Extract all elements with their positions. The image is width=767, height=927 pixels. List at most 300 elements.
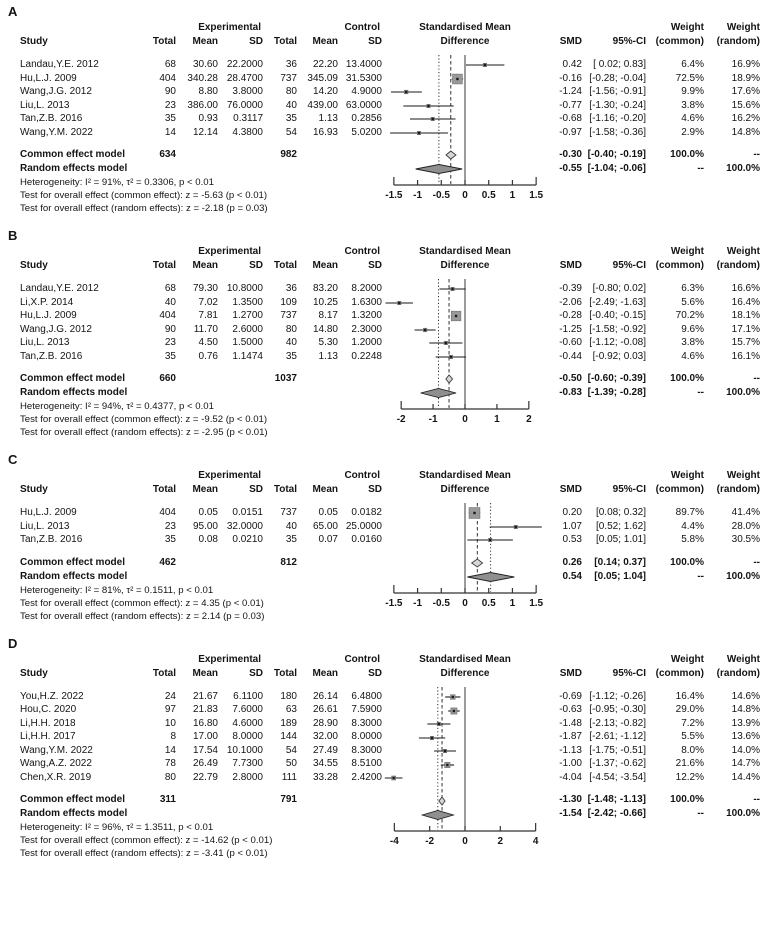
model-weight-common: --: [697, 808, 704, 819]
weight-common-value: 21.6%: [675, 758, 704, 769]
svg-text:0.5: 0.5: [481, 598, 496, 609]
forest-plot-cell: [382, 730, 548, 744]
experimental-total: 10: [164, 717, 176, 729]
svg-text:0: 0: [462, 414, 468, 425]
study-row: [0, 112, 767, 126]
experimental-sd: 28.4700: [226, 72, 263, 84]
study-row: [0, 533, 767, 547]
experimental-mean: 17.00: [192, 731, 218, 742]
weight-random-value: 15.6%: [731, 99, 760, 111]
forest-plot-cell: [382, 506, 548, 520]
control-sd: 0.0182: [351, 507, 382, 518]
weight-random-value: 30.5%: [731, 534, 760, 545]
svg-text:1.5: 1.5: [529, 598, 544, 609]
exp-total-header: Total: [152, 36, 176, 47]
common-effect-model-row: [0, 793, 767, 807]
column-header-row: [0, 35, 767, 49]
experimental-sd: 1.5000: [232, 337, 263, 348]
experimental-sd: 3.8000: [232, 86, 263, 97]
weight-random-value: 17.6%: [731, 86, 760, 97]
exp-sd-header: SD: [249, 36, 263, 47]
weight-header-1: Weight: [670, 246, 704, 257]
model-confidence-interval: [-2.42; -0.66]: [587, 808, 646, 819]
smd-header: SMD: [559, 667, 582, 679]
ctrl-mean-header: Mean: [312, 36, 338, 47]
weight-random-value: 14.4%: [731, 771, 760, 783]
study-name: Liu,L. 2013: [20, 99, 70, 111]
control-total: 80: [285, 86, 297, 97]
forest-panel-a: [0, 4, 767, 215]
svg-text:-1: -1: [413, 190, 423, 201]
experimental-mean: 0.05: [198, 507, 218, 518]
study-name: Wang,A.Z. 2022: [20, 758, 92, 769]
experimental-sd: 76.0000: [226, 99, 263, 111]
control-sd: 6.4800: [351, 690, 382, 702]
study-name: Tan,Z.B. 2016: [20, 534, 83, 545]
model-confidence-interval: [-1.48; -1.13]: [587, 794, 646, 805]
smd-value: -0.69: [559, 690, 582, 702]
weight-random-value: 18.1%: [731, 310, 760, 321]
model-weight-random: 100.0%: [726, 387, 760, 398]
test-common-note: Test for overall effect (common effect): z = -5.63 (p < 0.01): [20, 190, 268, 201]
control-sd: 8.2000: [351, 283, 382, 294]
confidence-interval: [-1.58; -0.92]: [589, 323, 646, 335]
weight-common-value: 89.7%: [675, 507, 704, 518]
model-weight-random: --: [753, 149, 760, 160]
model-control-total: 812: [280, 556, 297, 568]
study-row: [0, 771, 767, 785]
confidence-interval: [-1.56; -0.91]: [589, 86, 646, 97]
study-header: Study: [20, 36, 48, 47]
model-weight-random: 100.0%: [726, 570, 760, 582]
study-rows: [0, 282, 767, 363]
forest-plot-cell: [382, 126, 548, 140]
control-sd: 1.6300: [351, 296, 382, 308]
heterogeneity-note: Heterogeneity: I² = 81%, τ² = 0.1511, p < 0.01: [20, 584, 214, 596]
control-sd: 4.9000: [351, 86, 382, 97]
study-name: Landau,Y.E. 2012: [20, 283, 99, 294]
model-weight-common: --: [697, 387, 704, 398]
weight-common-value: 5.5%: [681, 731, 704, 742]
model-weight-common: 100.0%: [670, 794, 704, 805]
confidence-interval: [-1.58; -0.36]: [589, 126, 646, 138]
experimental-sd: 1.2700: [232, 310, 263, 321]
smd-value: -1.13: [559, 744, 582, 756]
model-weight-random: 100.0%: [726, 808, 760, 819]
smd-value: -0.63: [559, 704, 582, 715]
control-mean: 32.00: [312, 731, 338, 742]
experimental-mean: 26.49: [192, 758, 218, 769]
weight-common-value: 3.8%: [681, 337, 704, 348]
control-sd: 0.2248: [351, 350, 382, 362]
svg-text:-4: -4: [389, 835, 399, 847]
control-mean: 0.05: [318, 507, 338, 518]
forest-plot-cell: [382, 556, 548, 570]
model-confidence-interval: [-1.04; -0.06]: [587, 163, 646, 174]
exp-total-header: Total: [152, 667, 176, 679]
control-sd: 0.0160: [351, 534, 382, 545]
experimental-mean: 30.60: [192, 59, 218, 70]
smd-value: -0.68: [559, 113, 582, 124]
study-rows: [0, 58, 767, 139]
model-control-total: [263, 386, 297, 400]
svg-text:1.5: 1.5: [529, 190, 544, 201]
weight-common-value: 4.6%: [681, 350, 704, 362]
smd-value: -0.60: [559, 337, 582, 348]
svg-text:-1.5: -1.5: [385, 190, 403, 201]
smd-value: 0.53: [562, 534, 582, 545]
common-effect-model-row: [0, 148, 767, 162]
weight-random-value: 17.1%: [731, 323, 760, 335]
experimental-mean: 17.54: [192, 744, 218, 756]
experimental-total: 40: [164, 296, 176, 308]
study-row: [0, 72, 767, 86]
control-total: 50: [285, 758, 297, 769]
experimental-total: 90: [164, 86, 176, 97]
control-group-header: Control: [344, 246, 380, 257]
experimental-mean: 79.30: [192, 283, 218, 294]
experimental-total: 404: [159, 310, 176, 321]
panel-label: D: [8, 635, 18, 651]
forest-plot-cell: [382, 85, 548, 99]
model-rows: [0, 148, 767, 176]
confidence-interval: [-1.12; -0.26]: [589, 690, 646, 702]
control-mean: 33.28: [312, 771, 338, 783]
model-smd-value: 0.26: [562, 556, 582, 568]
confidence-interval: [-1.16; -0.20]: [589, 113, 646, 124]
experimental-sd: 10.8000: [226, 283, 263, 294]
confidence-interval: [-0.40; -0.15]: [589, 310, 646, 321]
control-sd: 0.2856: [351, 113, 382, 124]
model-label: Random effects model: [20, 570, 128, 582]
model-rows: [0, 556, 767, 584]
experimental-total: 68: [164, 283, 176, 294]
control-mean: 10.25: [312, 296, 338, 308]
forest-plot-cell: [382, 520, 548, 534]
smd-value: -1.00: [559, 758, 582, 769]
forest-plot-cell: [382, 296, 548, 310]
exp-mean-header: Mean: [192, 36, 218, 47]
model-control-total: 982: [280, 149, 297, 160]
experimental-mean: 12.14: [192, 126, 218, 138]
model-label: Random effects model: [20, 387, 128, 398]
svg-text:-1: -1: [413, 598, 423, 609]
ctrl-total-header: Total: [273, 260, 297, 271]
weight-common-value: 4.4%: [681, 520, 704, 532]
plot-title-line1: Standardised Mean: [419, 246, 511, 257]
experimental-sd: 0.3117: [233, 113, 263, 124]
exp-mean-header: Mean: [192, 260, 218, 271]
smd-value: -2.06: [559, 296, 582, 308]
study-row: [0, 744, 767, 758]
model-experimental-total: 660: [159, 373, 176, 384]
study-row: [0, 85, 767, 99]
control-mean: 16.93: [312, 126, 338, 138]
weight-random-header: (random): [716, 36, 760, 47]
test-random-note: Test for overall effect (random effects): z = -2.95 (p < 0.01): [20, 427, 268, 438]
study-header: Study: [20, 484, 48, 495]
heterogeneity-note: Heterogeneity: I² = 96%, τ² = 1.3511, p < 0.01: [20, 822, 214, 833]
heterogeneity-note: Heterogeneity: I² = 94%, τ² = 0.4377, p < 0.01: [20, 401, 214, 412]
model-weight-common: 100.0%: [670, 556, 704, 568]
experimental-total: 8: [170, 731, 176, 742]
study-row: [0, 717, 767, 731]
smd-value: -0.39: [559, 283, 582, 294]
weight-common-value: 4.6%: [681, 113, 704, 124]
ctrl-sd-header: SD: [368, 484, 382, 495]
study-row: [0, 520, 767, 534]
control-total: 63: [285, 704, 297, 715]
confidence-interval: [0.08; 0.32]: [595, 507, 646, 518]
experimental-mean: 0.08: [198, 534, 218, 545]
weight-random-value: 14.8%: [731, 126, 760, 138]
plot-title-line1: Standardised Mean: [419, 653, 511, 665]
weight-random-value: 16.4%: [731, 296, 760, 308]
experimental-sd: 1.3500: [232, 296, 263, 308]
random-effect-model-row: [0, 162, 767, 176]
confidence-interval: [-1.30; -0.24]: [589, 99, 646, 111]
study-row: [0, 350, 767, 364]
svg-text:1: 1: [509, 190, 516, 201]
study-row: [0, 730, 767, 744]
column-header-row: [0, 667, 767, 681]
weight-random-header: (random): [716, 484, 760, 495]
control-total: 36: [285, 283, 297, 294]
control-total: 737: [280, 72, 297, 84]
group-header-row: [0, 245, 767, 259]
forest-plot-cell: [382, 112, 548, 126]
experimental-mean: 7.02: [198, 296, 218, 308]
model-label: Common effect model: [20, 373, 126, 384]
model-smd-value: -1.54: [559, 808, 582, 819]
weight-header-2: Weight: [726, 246, 760, 257]
model-weight-common: --: [697, 570, 704, 582]
smd-value: 0.42: [562, 59, 582, 70]
experimental-group-header: Experimental: [198, 653, 261, 665]
forest-plot-cell: [382, 372, 548, 386]
forest-plot-cell: [382, 717, 548, 731]
svg-text:-0.5: -0.5: [432, 190, 450, 201]
weight-common-value: 9.9%: [681, 86, 704, 97]
control-sd: 25.0000: [345, 520, 382, 532]
svg-text:-2: -2: [425, 835, 435, 847]
model-experimental-total: [145, 386, 176, 400]
study-name: Chen,X.R. 2019: [20, 771, 92, 783]
model-experimental-total: 462: [159, 556, 176, 568]
study-row: [0, 309, 767, 323]
experimental-group-header: Experimental: [198, 246, 261, 257]
control-sd: 31.5300: [345, 72, 382, 84]
weight-common-header: (common): [655, 667, 704, 679]
study-row: [0, 296, 767, 310]
model-control-total: [263, 807, 297, 821]
svg-text:0: 0: [462, 835, 468, 847]
experimental-mean: 0.93: [198, 113, 218, 124]
model-control-total: 1037: [274, 373, 297, 384]
control-total: 35: [285, 534, 297, 545]
model-confidence-interval: [-1.39; -0.28]: [587, 387, 646, 398]
forest-plot-cell: [382, 771, 548, 785]
model-smd-value: -1.30: [559, 794, 582, 805]
confidence-interval: [0.52; 1.62]: [595, 520, 646, 532]
confidence-interval: [-2.49; -1.63]: [589, 296, 646, 308]
experimental-total: 35: [164, 350, 176, 362]
model-weight-common: --: [697, 163, 704, 174]
exp-sd-header: SD: [249, 667, 263, 679]
panel-label: A: [8, 4, 18, 19]
control-sd: 13.4000: [345, 59, 382, 70]
ci-header: 95%-CI: [612, 260, 646, 271]
panel-label: B: [8, 228, 18, 243]
ctrl-mean-header: Mean: [312, 667, 338, 679]
control-sd: 1.2000: [351, 337, 382, 348]
ci-header: 95%-CI: [612, 36, 646, 47]
confidence-interval: [-1.75; -0.51]: [589, 744, 646, 756]
weight-random-value: 28.0%: [731, 520, 760, 532]
model-weight-random: --: [753, 373, 760, 384]
weight-random-value: 16.9%: [731, 59, 760, 70]
control-total: 35: [285, 350, 297, 362]
column-header-row: [0, 483, 767, 497]
experimental-total: 90: [164, 323, 176, 335]
weight-common-value: 6.4%: [681, 59, 704, 70]
control-mean: 14.20: [312, 86, 338, 97]
study-header: Study: [20, 667, 48, 679]
control-sd: 8.3000: [351, 717, 382, 729]
experimental-sd: 4.3800: [232, 126, 263, 138]
experimental-sd: 22.2000: [226, 59, 263, 70]
forest-plot-cell: [382, 744, 548, 758]
control-group-header: Control: [344, 470, 380, 481]
forest-plot-cell: [382, 350, 548, 364]
experimental-mean: 16.80: [192, 717, 218, 729]
experimental-total: 404: [159, 72, 176, 84]
model-label: Common effect model: [20, 794, 126, 805]
study-name: Tan,Z.B. 2016: [20, 350, 83, 362]
model-weight-random: --: [753, 556, 760, 568]
weight-random-value: 16.2%: [731, 113, 760, 124]
weight-common-value: 2.9%: [681, 126, 704, 138]
experimental-mean: 22.79: [192, 771, 218, 783]
experimental-total: 23: [164, 337, 176, 348]
random-effect-model-row: [0, 570, 767, 584]
confidence-interval: [-0.28; -0.04]: [589, 72, 646, 84]
common-effect-model-row: [0, 372, 767, 386]
study-name: Li,H.H. 2018: [20, 717, 76, 729]
heterogeneity-note: Heterogeneity: I² = 91%, τ² = 0.3306, p < 0.01: [20, 177, 214, 188]
model-experimental-total: [145, 162, 176, 176]
weight-header-1: Weight: [670, 653, 704, 665]
forest-plot-cell: [382, 99, 548, 113]
confidence-interval: [0.05; 1.01]: [595, 534, 646, 545]
study-name: Wang,Y.M. 2022: [20, 126, 93, 138]
experimental-total: 23: [164, 99, 176, 111]
weight-common-value: 70.2%: [675, 310, 704, 321]
test-random-note: Test for overall effect (random effects): z = -2.18 (p = 0.03): [20, 203, 268, 214]
test-random-note: Test for overall effect (random effects): z = -3.41 (p < 0.01): [20, 848, 268, 859]
study-rows: [0, 506, 767, 547]
confidence-interval: [-0.95; -0.30]: [589, 704, 646, 715]
control-mean: 83.20: [312, 283, 338, 294]
control-sd: 2.4200: [351, 771, 382, 783]
svg-text:2: 2: [497, 835, 504, 847]
weight-common-value: 8.0%: [681, 744, 704, 756]
control-sd: 2.3000: [351, 323, 382, 335]
weight-header-1: Weight: [670, 22, 704, 33]
experimental-mean: 386.00: [187, 99, 218, 111]
control-mean: 345.09: [307, 72, 338, 84]
model-confidence-interval: [-0.40; -0.19]: [587, 149, 646, 160]
study-row: [0, 506, 767, 520]
weight-random-value: 15.7%: [731, 337, 760, 348]
svg-text:-1: -1: [428, 414, 438, 425]
plot-title-line2: Difference: [440, 484, 490, 495]
model-experimental-total: [145, 807, 176, 821]
confidence-interval: [-1.12; -0.08]: [589, 337, 646, 348]
control-mean: 27.49: [312, 744, 338, 756]
weight-random-header: (random): [716, 260, 760, 271]
weight-random-value: 16.6%: [731, 283, 760, 294]
exp-mean-header: Mean: [192, 667, 218, 679]
group-header-row: [0, 653, 767, 667]
ctrl-total-header: Total: [273, 484, 297, 495]
study-row: [0, 336, 767, 350]
study-name: Tan,Z.B. 2016: [20, 113, 83, 124]
control-group-header: Control: [344, 22, 380, 33]
weight-random-header: (random): [716, 667, 760, 679]
study-row: [0, 323, 767, 337]
ctrl-sd-header: SD: [368, 36, 382, 47]
exp-sd-header: SD: [249, 260, 263, 271]
control-total: 111: [281, 771, 297, 783]
forest-plot-cell: [382, 309, 548, 323]
weight-random-value: 13.9%: [731, 717, 760, 729]
group-header-row: [0, 469, 767, 483]
model-control-total: [263, 162, 297, 176]
weight-common-header: (common): [655, 36, 704, 47]
study-name: Hu,L.J. 2009: [20, 310, 77, 321]
ctrl-total-header: Total: [273, 667, 297, 679]
ctrl-total-header: Total: [273, 36, 297, 47]
confidence-interval: [-2.13; -0.82]: [589, 717, 646, 729]
control-mean: 26.61: [312, 704, 338, 715]
experimental-total: 14: [164, 744, 176, 756]
control-mean: 5.30: [318, 337, 338, 348]
plot-title-line2: Difference: [440, 36, 490, 47]
experimental-sd: 0.0210: [232, 534, 263, 545]
ctrl-sd-header: SD: [368, 260, 382, 271]
weight-random-value: 41.4%: [731, 507, 760, 518]
weight-random-value: 14.7%: [731, 758, 760, 769]
experimental-sd: 7.7300: [232, 758, 263, 769]
smd-value: -0.97: [559, 126, 582, 138]
forest-plot-cell: [382, 533, 548, 547]
weight-header-2: Weight: [726, 22, 760, 33]
confidence-interval: [-4.54; -3.54]: [589, 771, 646, 783]
model-weight-common: 100.0%: [670, 373, 704, 384]
svg-text:4: 4: [532, 835, 539, 847]
control-sd: 5.0200: [351, 126, 382, 138]
plot-title-line2: Difference: [440, 260, 490, 271]
model-rows: [0, 793, 767, 821]
control-sd: 8.5100: [351, 758, 382, 769]
model-smd-value: 0.54: [562, 570, 582, 582]
study-rows: [0, 690, 767, 785]
ctrl-sd-header: SD: [368, 667, 382, 679]
exp-total-header: Total: [152, 260, 176, 271]
forest-plot-cell: [382, 793, 548, 807]
control-mean: 8.17: [318, 310, 338, 321]
